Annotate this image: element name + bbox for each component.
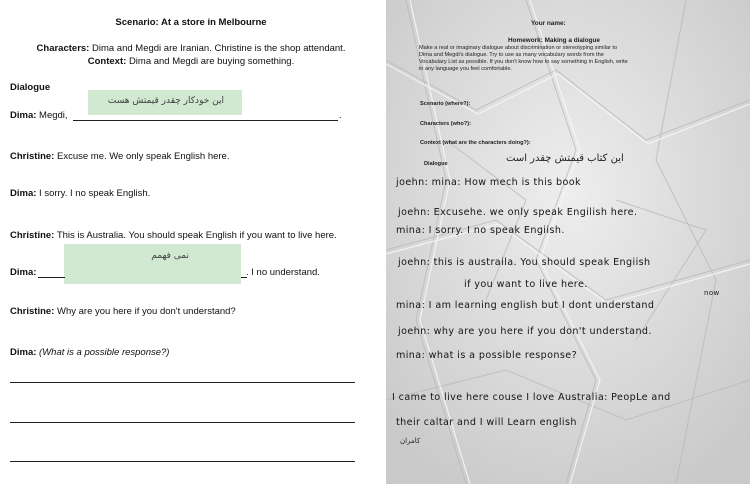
instructions-line-2: Dima and Megdi's dialogue. Try to use as many vocabulary words from the: [419, 52, 604, 58]
scenario-label: Scenario (where?):: [420, 101, 471, 107]
your-name-label: Your name:: [531, 20, 566, 27]
instructions-line-1: Make a real or imaginary dialogue about discrimination or stereotyping similar to: [419, 45, 618, 51]
blank-line-2a: [38, 277, 65, 278]
dima-line1-text: Megdi,: [39, 110, 68, 121]
scenario-title: Scenario: At a store in Melbourne: [115, 17, 267, 28]
christine-label: Christine:: [10, 151, 55, 162]
blank-line-1: [73, 120, 338, 121]
answer-line-3: [10, 461, 355, 462]
note2-text: نمی فهمم: [151, 251, 189, 261]
context-text: Dima and Megdi are buying something.: [128, 56, 295, 67]
hand-line-9: their caltar and I will Learn english: [396, 417, 577, 428]
sticky-note-1: [88, 90, 242, 115]
homework-title: Homework: Making a dialogue: [508, 37, 600, 44]
dima-prompt: (What is a possible response?): [39, 347, 170, 358]
characters-text: Dima and Megdi are Iranian. Christine is the shop attendant.: [91, 43, 346, 54]
hand-line-8: I came to live here couse I love Australia: PeopLe and: [392, 392, 671, 403]
context-line: [0, 56, 382, 67]
dialogue-label: Dialogue: [424, 161, 448, 167]
homework-page: [386, 0, 750, 484]
hand-line-7: mina: what is a possible response?: [396, 350, 578, 361]
hand-line-1: joehn: mina: How mech is this book: [396, 177, 582, 188]
dima-label: Dima:: [10, 110, 37, 121]
context-label: Context (what are the characters doing?):: [420, 140, 531, 146]
hand-line-4a: joehn: this is austraila. You should speak Engiish: [398, 257, 651, 268]
dima-line3-end: . I no understand.: [246, 267, 320, 278]
context-label: Context:: [87, 56, 127, 67]
worksheet-page: Scenario: At a store in Melbourne Characters: Dima and Megdi are Iranian. Christine is the shop attendant. Context: Dima and Megdi are buying something. Dialogue این خودکار چقدر قیمتش هست Dima: Megdi, . Christine: Excuse me. We only speak English here. Dima: I sorry. I no speak English. Christine: This is Australia. You should speak English if you want to live here. نمی فهمم Dima: . I no understand. Christine: Why are you here if you don't understand? Dima: (What is a possible response?): [0, 0, 382, 484]
christine-line3-text: Why are you here if you don't understand?: [56, 306, 236, 317]
dialogue-heading: Dialogue: [10, 82, 51, 93]
hand-line-5: mina: I am learning english but I dont understand: [396, 300, 655, 311]
sticky-note-2: [64, 244, 241, 284]
dima-prompt-line: [10, 347, 169, 358]
christine-line-3: [10, 306, 236, 317]
hand-line-6: joehn: why are you here if you don't understand.: [398, 326, 652, 337]
hand-line-3: mina: I sorry. I no speak Engiish.: [396, 225, 565, 236]
christine-label: Christine:: [10, 306, 55, 317]
note1-text: این خودکار چقدر قیمتش هست: [107, 96, 224, 106]
instructions-line-3: Vocabulary List as possible. If you don't know how to say something in English, write: [419, 59, 628, 65]
persian-line: این کتاب قیمتش چقدر است: [506, 153, 624, 164]
hand-line-4b: if you want to live here.: [464, 279, 588, 290]
dima-label: Dima:: [10, 347, 37, 358]
answer-line-2: [10, 422, 355, 423]
dima-label: Dima:: [10, 267, 37, 278]
characters-line: [0, 43, 382, 54]
signature: کامران: [400, 437, 421, 445]
dima-label: Dima:: [10, 188, 37, 199]
christine-line-2: [10, 230, 337, 241]
hand-note-now: now: [704, 289, 720, 297]
christine-line-1: [10, 151, 229, 162]
christine-line2-text: This is Australia. You should speak English if you want to live here.: [56, 230, 337, 241]
answer-line-1: [10, 382, 355, 383]
hand-line-2: joehn: Excusehe. we only speak Engilish here.: [398, 207, 638, 218]
christine-line1-text: Excuse me. We only speak English here.: [56, 151, 230, 162]
characters-label: Characters:: [36, 43, 90, 54]
dima-line-2: [10, 188, 150, 199]
dima-line-1: [10, 110, 68, 121]
characters-label: Characters (who?):: [420, 121, 471, 127]
christine-label: Christine:: [10, 230, 55, 241]
dima-line2-text: I sorry. I no speak English.: [39, 188, 151, 199]
instructions-line-4: in any language you feel comfortable.: [419, 66, 512, 72]
